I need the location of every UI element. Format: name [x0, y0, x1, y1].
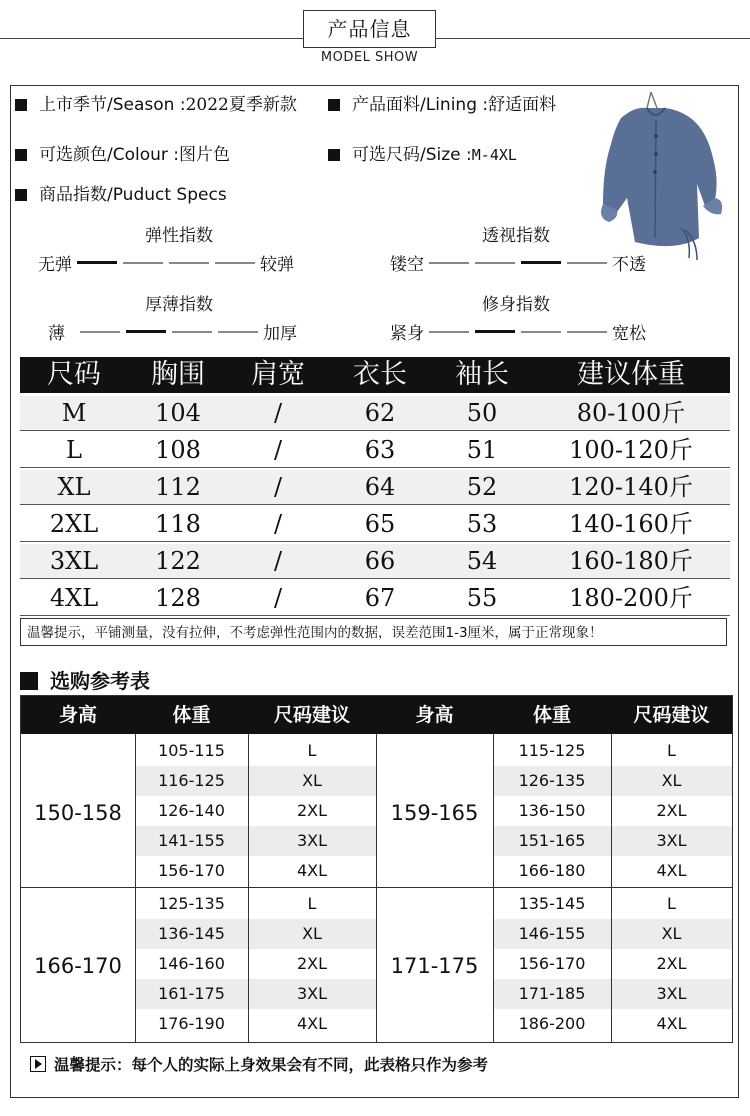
cell-size: XL	[57, 473, 91, 501]
size-table-row	[20, 396, 730, 430]
scale-max-label: 宽松	[612, 324, 646, 344]
cell-weight: 120-140斤	[569, 473, 693, 501]
scale-segment	[429, 262, 469, 264]
season-info: 上市季节/Season :2022夏季新款	[15, 94, 297, 116]
scale-segment	[567, 262, 607, 264]
cell-height: 166-170	[34, 954, 122, 978]
cell-size: 2XL	[49, 510, 99, 538]
section-subtitle: MODEL SHOW	[320, 50, 419, 65]
fit-index-scale	[390, 319, 646, 344]
cell-size: 4XL	[49, 584, 99, 612]
scale-segment-active	[77, 261, 117, 264]
elastic-index-title: 弹性指数	[145, 226, 213, 246]
scale-segment	[567, 331, 607, 333]
size-table-row	[20, 581, 730, 615]
scale-segment	[429, 331, 469, 333]
cell-weight: 140-160斤	[569, 510, 693, 538]
measurement-note: 温馨提示，平铺测量，没有拉伸，不考虑弹性范围内的数据，误差范围1-3厘米，属于正常现象！	[20, 618, 727, 646]
cell-weight: 146-155	[518, 924, 586, 943]
cell-weight: 146-160	[158, 954, 225, 973]
cell-size-advice: 3XL	[296, 831, 328, 850]
column-divider	[493, 734, 494, 1042]
scale-segment	[123, 262, 163, 264]
play-icon	[30, 1056, 46, 1072]
cell-weight: 180-200斤	[569, 584, 693, 612]
column-divider	[376, 734, 377, 1042]
cell-size-advice: L	[307, 894, 317, 913]
cell-shoulder: /	[273, 584, 283, 612]
scale-max-label: 不透	[612, 255, 646, 275]
fit-index-title: 修身指数	[482, 295, 550, 315]
cell-size-advice: 2XL	[296, 801, 328, 820]
cell-sleeve: 51	[466, 436, 498, 464]
reference-table-header	[21, 696, 732, 734]
cell-bust: 128	[155, 584, 201, 612]
bullet-square-icon	[20, 672, 38, 690]
thickness-index-title: 厚薄指数	[145, 295, 213, 315]
row-divider	[20, 615, 730, 616]
row-divider	[20, 430, 730, 431]
column-divider	[611, 734, 612, 1042]
cell-weight: 176-190	[158, 1014, 225, 1033]
cell-weight: 156-170	[518, 954, 586, 973]
cell-sleeve: 52	[466, 473, 498, 501]
cell-weight: 116-125	[158, 771, 225, 790]
column-divider	[248, 734, 249, 1042]
colour-info: 可选颜色/Colour :图片色	[15, 144, 230, 166]
cell-length: 67	[364, 584, 396, 612]
cell-size-advice: L	[307, 741, 317, 760]
col-header-shoulder: 肩宽	[251, 359, 305, 390]
cell-bust: 118	[155, 510, 201, 538]
scale-min-label: 薄	[48, 324, 65, 344]
col-header-bust: 胸围	[151, 359, 205, 390]
cell-size-advice: 3XL	[296, 984, 328, 1003]
cell-weight: 151-165	[518, 831, 586, 850]
cell-length: 66	[364, 547, 396, 575]
cell-weight: 126-140	[158, 801, 225, 820]
cell-length: 65	[364, 510, 396, 538]
header-rule-right	[436, 38, 750, 39]
col-header-sleeve: 袖长	[455, 359, 509, 390]
cell-weight: 160-180斤	[569, 547, 693, 575]
cell-size: M	[61, 399, 87, 427]
cell-size-advice: 3XL	[656, 831, 687, 850]
cell-bust: 112	[155, 473, 201, 501]
scale-segment-active	[475, 330, 515, 333]
cell-size: L	[66, 436, 82, 464]
cell-shoulder: /	[273, 473, 283, 501]
cell-bust: 122	[155, 547, 201, 575]
cell-sleeve: 55	[466, 584, 498, 612]
cell-shoulder: /	[273, 399, 283, 427]
scale-segment-active	[126, 330, 166, 333]
cell-weight: 141-155	[158, 831, 225, 850]
cell-bust: 104	[155, 399, 201, 427]
scale-segment	[80, 331, 120, 333]
size-table-row	[20, 470, 730, 504]
cell-weight: 186-200	[518, 1014, 586, 1033]
bullet-square-icon	[15, 149, 27, 161]
scale-segment	[169, 262, 209, 264]
cell-weight: 100-120斤	[569, 436, 693, 464]
cell-sleeve: 50	[466, 399, 498, 427]
bullet-square-icon	[328, 99, 340, 111]
cell-shoulder: /	[273, 510, 283, 538]
cell-weight: 136-150	[518, 801, 586, 820]
lining-info: 产品面料/Lining :舒适面料	[328, 94, 556, 116]
cell-weight: 171-185	[518, 984, 586, 1003]
cell-size-advice: 2XL	[656, 801, 687, 820]
cell-size-advice: XL	[302, 771, 322, 790]
size-table-header	[20, 357, 730, 393]
reference-table-title: 选购参考表	[20, 665, 150, 694]
cell-weight: 136-145	[158, 924, 225, 943]
cell-size-advice: XL	[302, 924, 322, 943]
cell-length: 63	[364, 436, 396, 464]
col-header-height: 身高	[415, 704, 454, 726]
scale-min-label: 镂空	[390, 255, 424, 275]
col-header-size-advice: 尺码建议	[273, 704, 350, 726]
cell-size-advice: 4XL	[656, 1014, 687, 1033]
scale-segment	[521, 331, 561, 333]
row-divider	[20, 467, 730, 468]
cell-length: 62	[364, 399, 396, 427]
cell-size-advice: L	[667, 894, 676, 913]
col-header-height: 身高	[58, 704, 97, 726]
scale-segment	[475, 262, 515, 264]
size-table-row	[20, 544, 730, 578]
row-divider	[20, 541, 730, 542]
size-info: 可选尺码/Size :M-4XL	[328, 144, 517, 166]
cell-height: 171-175	[390, 954, 479, 978]
bullet-square-icon	[15, 189, 27, 201]
cell-weight: 126-135	[518, 771, 586, 790]
reference-table	[20, 695, 733, 1043]
scale-min-label: 紧身	[390, 324, 424, 344]
elastic-index-scale	[38, 250, 294, 275]
cell-size-advice: XL	[661, 924, 682, 943]
cell-size-advice: L	[667, 741, 676, 760]
cell-size-advice: 4XL	[296, 861, 328, 880]
bullet-square-icon	[15, 99, 27, 111]
block-divider	[21, 887, 732, 888]
size-table-row	[20, 507, 730, 541]
cell-weight: 156-170	[158, 861, 225, 880]
header-rule-left	[0, 38, 303, 39]
bullet-square-icon	[328, 149, 340, 161]
col-header-weight: 建议体重	[577, 359, 685, 390]
scale-min-label: 无弹	[38, 255, 72, 275]
cell-size-advice: 4XL	[656, 861, 687, 880]
size-table-row	[20, 433, 730, 467]
cell-length: 64	[364, 473, 396, 501]
cell-sleeve: 54	[466, 547, 498, 575]
specs-heading: 商品指数/Puduct Specs	[15, 184, 227, 206]
cell-weight: 80-100斤	[576, 399, 686, 427]
cell-size-advice: 2XL	[656, 954, 687, 973]
cell-sleeve: 53	[466, 510, 498, 538]
scale-segment	[215, 262, 255, 264]
cell-size: 3XL	[49, 547, 99, 575]
cell-weight: 161-175	[158, 984, 225, 1003]
scale-segment	[218, 331, 258, 333]
cell-size-advice: 3XL	[656, 984, 687, 1003]
row-divider	[20, 578, 730, 579]
cell-weight: 135-145	[518, 894, 586, 913]
scale-max-label: 加厚	[263, 324, 297, 344]
cell-shoulder: /	[273, 436, 283, 464]
col-header-size: 尺码	[47, 359, 101, 390]
cell-weight: 166-180	[518, 861, 586, 880]
cell-size-advice: XL	[661, 771, 682, 790]
col-header-weight: 体重	[172, 704, 211, 726]
cell-weight: 105-115	[158, 741, 225, 760]
cell-height: 150-158	[34, 801, 122, 825]
cell-size-advice: 4XL	[296, 1014, 328, 1033]
scale-segment	[172, 331, 212, 333]
column-divider	[135, 734, 136, 1042]
thickness-index-scale	[48, 319, 297, 344]
cell-weight: 115-125	[518, 741, 586, 760]
sheer-index-title: 透视指数	[482, 226, 550, 246]
col-header-weight: 体重	[532, 704, 571, 726]
reference-note: 温馨提示：每个人的实际上身效果会有不同，此表格只作为参考	[30, 1053, 488, 1075]
cell-size-advice: 2XL	[296, 954, 328, 973]
scale-max-label: 较弹	[260, 255, 294, 275]
cell-shoulder: /	[273, 547, 283, 575]
row-divider	[20, 504, 730, 505]
col-header-length: 衣长	[353, 359, 407, 390]
section-title: 产品信息	[303, 10, 436, 48]
col-header-size-advice: 尺码建议	[633, 704, 710, 726]
cell-bust: 108	[155, 436, 201, 464]
scale-segment-active	[521, 261, 561, 264]
sheer-index-scale	[390, 250, 646, 275]
cell-weight: 125-135	[158, 894, 225, 913]
cell-height: 159-165	[390, 801, 479, 825]
